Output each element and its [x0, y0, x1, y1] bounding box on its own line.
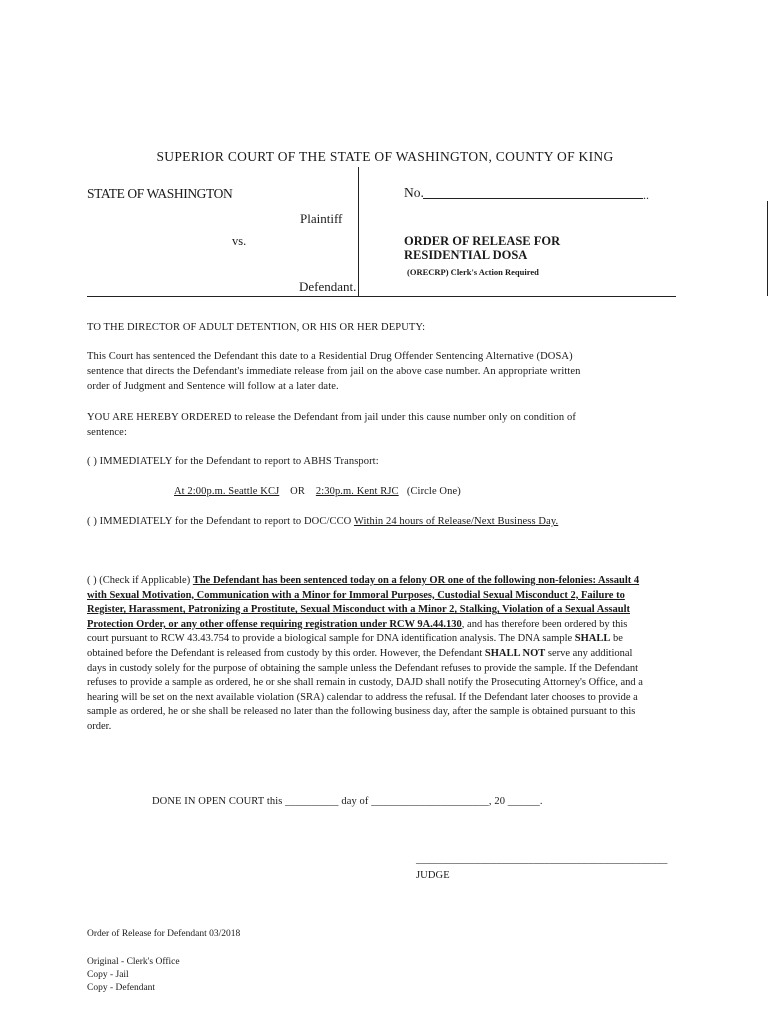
judge-signature-line: _______________________________________________: [416, 854, 668, 865]
court-title: SUPERIOR COURT OF THE STATE OF WASHINGTON, COUNTY OF KING: [156, 149, 614, 164]
dna-text-1: , and has therefore been ordered by this court pursuant to RCW 43.43.754 to provide a biological sample for DNA identification analysis. The DNA sample: [87, 618, 628, 645]
sentence-line-2: sentence that directs the Defendant's immediate release from jail on the above case number. An appropriate written: [87, 366, 581, 377]
ordered-paragraph: [87, 410, 576, 440]
sentence-paragraph: [87, 349, 580, 394]
case-number-label: No.: [404, 185, 424, 200]
page-edge-mark: [767, 201, 768, 296]
sentence-line-3: order of Judgment and Sentence will follow at a later date.: [87, 381, 339, 392]
caption-divider-horizontal: [87, 296, 676, 297]
circle-one-note: (Circle One): [406, 486, 461, 497]
order-title-line-2: RESIDENTIAL DOSA: [404, 248, 528, 262]
dna-text-3: serve any additional days in custody solely for the purpose of obtaining the sample unless the Defendant refuses to provide the sample. If the Defendant refuses to provide a sample as ordered, he or she shall remain in custody, DAJD shall notify the Prosecuting Attorney's Office, and a hearing will be set on the next available violation (SRA) calendar to address the refusal. If the Defendant later chooses to provide a sample as ordered, he or she shall be released no later than the following business day, after the sample is obtained pursuant to this order.: [87, 647, 643, 732]
ordered-line-1: YOU ARE HEREBY ORDERED to release the Defendant from jail under this cause number only on condition of: [87, 412, 576, 423]
sentence-line-1: This Court has sentenced the Defendant this date to a Residential Drug Offender Sentencing Alternative (DOSA): [87, 351, 573, 362]
option-doc-cco-deadline: Within 24 hours of Release/Next Business Day.: [353, 516, 559, 527]
party-name: STATE OF WASHINGTON: [87, 186, 233, 201]
choice-seattle-kcj: At 2:00p.m. Seattle KCJ: [174, 486, 280, 497]
clerk-action-note: (ORECRP) Clerk's Action Required: [407, 267, 539, 277]
option-abhs-transport: ( ) IMMEDIATELY for the Defendant to report to ABHS Transport:: [87, 456, 379, 467]
order-title-line-1: ORDER OF RELEASE FOR: [404, 234, 561, 248]
caption-divider-vertical: [358, 167, 359, 297]
distribution-jail: Copy - Jail: [87, 970, 129, 980]
dna-paragraph: [87, 574, 647, 735]
addressee-line: TO THE DIRECTOR OF ADULT DETENTION, OR HIS OR HER DEPUTY:: [87, 322, 426, 333]
plaintiff-label: Plaintiff: [300, 211, 343, 226]
defendant-label: Defendant.: [299, 279, 357, 294]
order-title: [404, 234, 560, 262]
option-doc-cco-text: ( ) IMMEDIATELY for the Defendant to report to DOC/CCO: [87, 516, 352, 527]
choice-kent-rjc: 2:30p.m. Kent RJC: [315, 486, 399, 497]
distribution-list: [87, 956, 180, 995]
dna-text-2: be obtained before the Defendant is released from custody by this order. However, the Defendant: [87, 633, 623, 659]
option-doc-cco: [87, 514, 558, 529]
dna-offense-list: The Defendant has been sentenced today on a felony OR one of the following non-felonies: Assault 4 with Sexual Motivation, Communication with a Minor for Immoral Purposes, Custodial Sexual Misconduct 2, Failure to Register, Harassment, Patronizing a Prostitute, Sexual Misconduct with a Minor 2, Stalking, Violation of a Sexual Assault Protection Order, or any other offense requiring registration under RCW 9A.44.130: [87, 575, 640, 630]
versus-label: vs.: [232, 234, 247, 248]
case-number-trailing: ..: [643, 188, 649, 202]
judge-label: JUDGE: [416, 870, 450, 881]
choice-or: OR: [290, 486, 305, 497]
dna-shall: SHALL: [574, 633, 611, 645]
done-in-open-court-line: DONE IN OPEN COURT this __________ day of ______________________, 20 ______.: [152, 796, 543, 807]
distribution-original: Original - Clerk's Office: [87, 957, 180, 967]
form-name: Order of Release for Defendant 03/2018: [87, 929, 241, 939]
dna-shall-not: SHALL NOT: [484, 647, 546, 659]
ordered-line-2: sentence:: [87, 427, 127, 438]
dna-checkbox-label: ( ) (Check if Applicable): [87, 575, 191, 586]
transport-choices: [174, 484, 461, 499]
distribution-defendant: Copy - Defendant: [87, 983, 156, 993]
case-number-blank: [423, 198, 643, 199]
